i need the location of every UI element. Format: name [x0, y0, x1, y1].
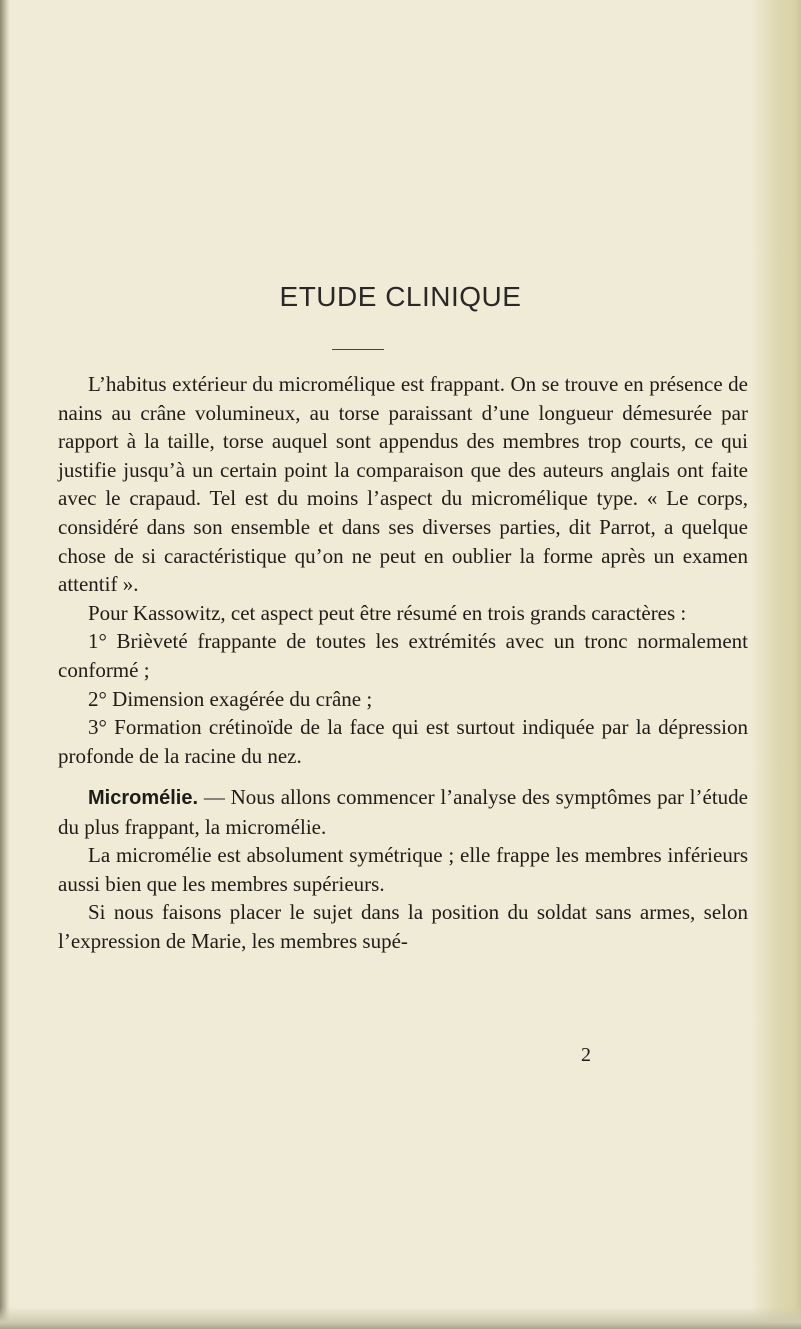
paragraph: L’habitus extérieur du micromélique est frappant. On se trouve en présence de nains au crâne volumineux, au torse paraissant d’une longueur démesurée par rapport à la taille, torse auquel sont appendus des membres trop courts, ce qui justifie jusqu’à un certain point la comparaison que des auteurs anglais ont faite avec le crapaud. Tel est du moins l’aspect du micromélique type. « Le corps, considéré dans son ensemble et dans ses diverses parties, dit Parrot, a quelque chose de si caractéristique qu’on ne peut en oublier la forme après un examen attentif ».: [58, 372, 748, 597]
list-item: 3° Formation crétinoïde de la face qui est surtout indiquée par la dépression profonde de la racine du nez.: [58, 715, 748, 768]
list-item: 2° Dimension exagérée du crâne ;: [88, 686, 373, 711]
section-lead-text: — Nous allons commencer l’analyse des symptômes par l’étude du plus frappant, la micromélie.: [58, 785, 748, 839]
list-item: 1° Brièveté frappante de toutes les extrémités avec un tronc normalement conformé ;: [58, 629, 748, 682]
paragraph: La micromélie est absolument symétrique ; elle frappe les membres inférieurs aussi bien que les membres supérieurs.: [58, 843, 748, 896]
page-left-shadow: [0, 0, 10, 1329]
paragraph: Pour Kassowitz, cet aspect peut être résumé en trois grands caractères :: [88, 600, 687, 625]
section-lead: [58, 783, 748, 841]
paragraph: Si nous faisons placer le sujet dans la position du soldat sans armes, selon l’expression de Marie, les membres supé-: [58, 900, 748, 953]
page-bottom-edge: [0, 1307, 801, 1329]
title-rule: [332, 349, 384, 350]
intro-text: [58, 370, 748, 770]
section-micromelie: [58, 783, 748, 956]
page-number: 2: [581, 1044, 591, 1066]
page-title: ETUDE CLINIQUE: [279, 281, 522, 312]
section-heading: Micromélie.: [88, 787, 199, 809]
page-right-edge: [751, 0, 801, 1329]
